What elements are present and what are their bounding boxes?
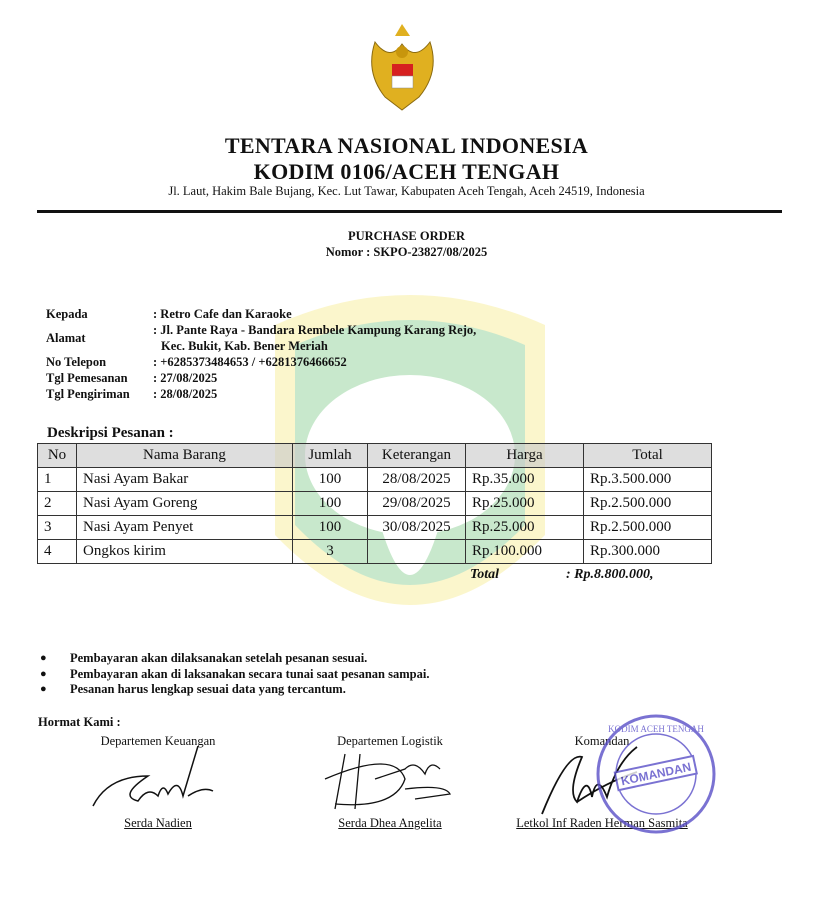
cell-total: Rp.2.500.000 [584, 492, 712, 516]
col-note: Keterangan [368, 444, 466, 468]
info-label: Tgl Pengiriman [46, 387, 130, 401]
cell-qty: 100 [293, 492, 368, 516]
doc-number: Nomor : SKPO-23827/08/2025 [325, 245, 488, 259]
cell-total: Rp.300.000 [584, 540, 712, 564]
header-divider [37, 210, 782, 213]
grand-total-label: Total [470, 567, 500, 582]
note-item: Pembayaran akan di laksanakan secara tunai saat pesanan sampai. [70, 666, 430, 681]
doc-title: PURCHASE ORDER [347, 229, 466, 243]
cell-total: Rp.3.500.000 [584, 468, 712, 492]
col-no: No [38, 444, 77, 468]
cell-item: Nasi Ayam Penyet [77, 516, 293, 540]
cell-total: Rp.2.500.000 [584, 516, 712, 540]
bullet-icon: ● [40, 683, 47, 695]
cell-price: Rp.35.000 [466, 468, 584, 492]
signer-role: Departemen Keuangan [100, 734, 216, 748]
cell-price: Rp.100.000 [466, 540, 584, 564]
cell-note: 29/08/2025 [368, 492, 466, 516]
info-label: Kepada [46, 307, 88, 321]
order-heading: Deskripsi Pesanan : [47, 425, 174, 441]
cell-qty: 3 [293, 540, 368, 564]
notes-list [40, 651, 429, 698]
cell-note: 30/08/2025 [368, 516, 466, 540]
info-value: : Retro Cafe dan Karaoke [153, 307, 292, 321]
org-name: TENTARA NASIONAL INDONESIA [224, 133, 589, 158]
signer-role: Departemen Logistik [337, 734, 443, 748]
cell-item: Nasi Ayam Goreng [77, 492, 293, 516]
cell-no: 4 [38, 540, 77, 564]
col-item: Nama Barang [77, 444, 293, 468]
cell-note [368, 540, 466, 564]
col-qty: Jumlah [293, 444, 368, 468]
col-price: Harga [466, 444, 584, 468]
table-row [38, 492, 712, 516]
bullet-icon: ● [40, 667, 47, 680]
signer-logistics [275, 734, 505, 844]
signer-finance [43, 734, 273, 844]
table-row [38, 516, 712, 540]
cell-item: Ongkos kirim [77, 540, 293, 564]
note-item: Pesanan harus lengkap sesuai data yang tercantum. [70, 682, 346, 696]
signature-image [315, 749, 475, 814]
signature-image [88, 746, 228, 816]
info-label: Alamat [46, 331, 86, 345]
cell-no: 3 [38, 516, 77, 540]
signer-role: Komandan [574, 734, 630, 748]
grand-total-value: : Rp.8.800.000, [566, 567, 654, 582]
order-table [37, 443, 712, 564]
org-address: Jl. Laut, Hakim Bale Bujang, Kec. Lut Tawar, Kabupaten Aceh Tengah, Aceh 24519, Indonesia [168, 184, 645, 198]
bullet-icon: ● [40, 652, 47, 664]
official-stamp [594, 712, 718, 836]
cell-item: Nasi Ayam Bakar [77, 468, 293, 492]
svg-text:KODIM ACEH TENGAH: KODIM ACEH TENGAH [608, 724, 704, 734]
unit-name: KODIM 0106/ACEH TENGAH [253, 159, 560, 184]
note-item: Pembayaran akan dilaksanakan setelah pesanan sesuai. [70, 651, 368, 665]
signoff-heading: Hormat Kami : [38, 715, 121, 729]
svg-text:KOMANDAN: KOMANDAN [619, 759, 693, 789]
signer-name: Serda Nadien [124, 816, 192, 830]
cell-no: 1 [38, 468, 77, 492]
cell-note: 28/08/2025 [368, 468, 466, 492]
recipient-info [46, 306, 476, 402]
info-value: : 28/08/2025 [153, 387, 218, 401]
col-total: Total [584, 444, 712, 468]
cell-price: Rp.25.000 [466, 492, 584, 516]
cell-qty: 100 [293, 516, 368, 540]
info-label: No Telepon [46, 355, 107, 369]
info-value: : 27/08/2025 [153, 371, 218, 385]
table-row [38, 468, 712, 492]
table-row [38, 540, 712, 564]
cell-no: 2 [38, 492, 77, 516]
info-value-line2: Kec. Bukit, Kab. Bener Meriah [161, 339, 328, 353]
signer-name: Letkol Inf Raden Herman Sasmita [516, 816, 688, 830]
signer-name: Serda Dhea Angelita [338, 816, 442, 830]
cell-price: Rp.25.000 [466, 516, 584, 540]
info-value: : +6285373484653 / +6281376466652 [153, 355, 347, 369]
info-value: : Jl. Pante Raya - Bandara Rembele Kampung Karang Rejo, [153, 323, 477, 337]
cell-qty: 100 [293, 468, 368, 492]
tni-logo [365, 22, 440, 112]
info-label: Tgl Pemesanan [46, 371, 128, 385]
